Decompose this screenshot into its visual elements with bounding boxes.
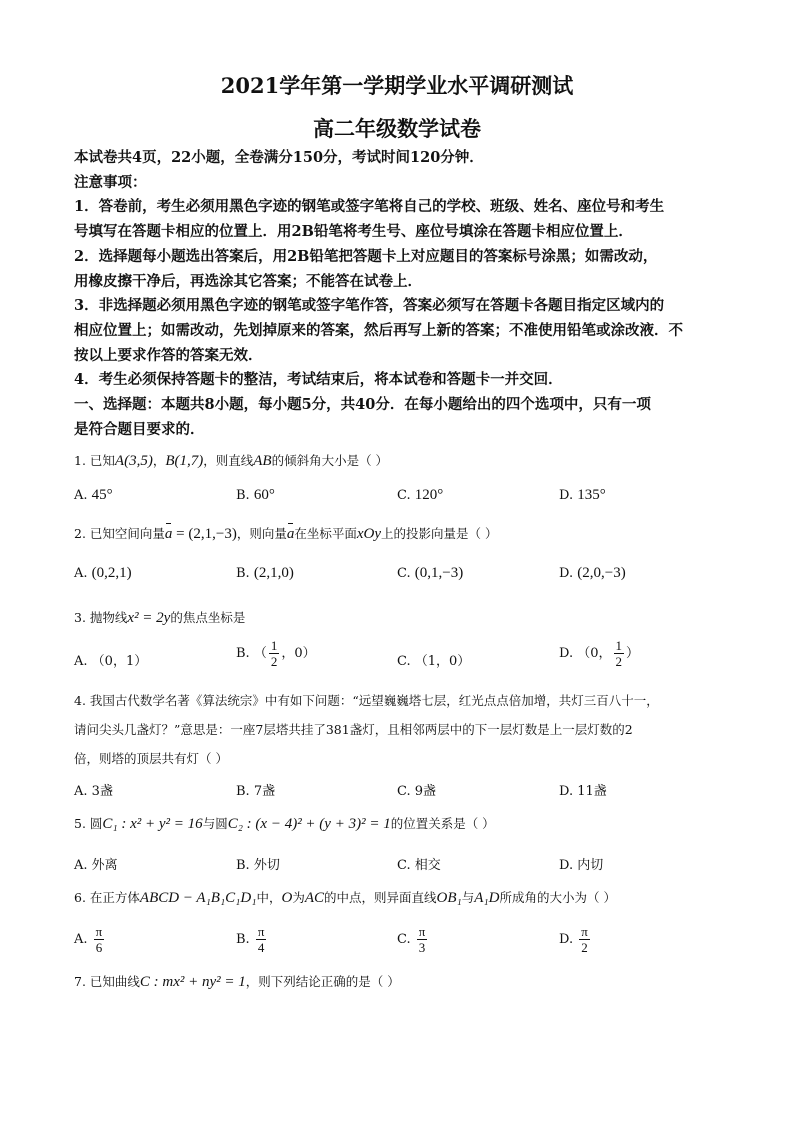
option-label: D. [559,784,574,799]
math-expression: = (2,1,−3) [172,526,237,542]
question-text: 上的投影向量是（ ） [381,526,498,541]
question-text: 4. 我国古代数学名著《算法统宗》中有如下问题：“远望巍巍塔七层，红光点点倍加增，共灯三百八十一， [74,693,659,708]
question-text: ，则向量 [236,526,287,541]
option-label: C. [397,566,411,581]
notice-line: 相应位置上；如需改动，先划掉原来的答案，然后再写上新的答案；不准使用铅笔或涂改液．不 [74,321,683,339]
question-text: 倍，则塔的顶层共有灯（ ） [74,751,228,766]
question-text: 中， [256,890,282,905]
option-b [236,780,275,799]
option-label: D. [559,858,574,873]
fraction [417,924,428,955]
math-expression: ABCD − A₁B₁C₁D₁ [139,890,257,906]
instructions-block [74,146,724,442]
option-c [397,650,470,669]
option-value: (0,1,−3) [414,565,464,581]
option-label: A. [74,654,88,669]
option-value: 11盏 [577,784,607,799]
math-expression: xOy [356,526,382,542]
option-value: (0,2,1) [91,565,132,581]
option-value: 120° [414,487,444,503]
math-expression: x² = 2y [127,610,171,626]
question-text: 的倾斜角大小是（ ） [271,453,389,468]
question-text: 5. 圆 [74,816,103,831]
option-label: A. [74,858,88,873]
notice-line: 用橡皮擦干净后，再选涂其它答案；不能答在试卷上． [74,272,422,290]
option-c [397,854,441,873]
option-value: （ [253,646,267,661]
math-expression: A₁D [474,890,500,906]
math-expression: O [281,890,293,906]
fraction-denominator: 2 [615,654,623,669]
option-label: C. [397,654,411,669]
question-3 [74,608,734,628]
fraction [269,638,280,669]
option-value: （0，1） [91,654,148,669]
fraction [256,924,267,955]
question-text: 6. 在正方体 [74,890,140,905]
math-expression: B(1,7) [165,453,204,469]
math-expression: C₂ : (x − 4)² + (y + 3)² = 1 [227,816,391,832]
option-c [397,487,443,504]
notice-line: 按以上要求作答的答案无效． [74,346,263,364]
question-text: 所成角的大小为（ ） [499,890,616,905]
option-b [236,924,268,955]
option-label: C. [397,784,411,799]
fraction-numerator: π [257,924,265,939]
fraction-denominator: 4 [257,940,265,955]
option-label: A. [74,566,88,581]
question-2 [74,524,734,544]
notice-line: 号填写在答题卡相应的位置上．用2B铅笔将考生号、座位号填涂在答题卡相应位置上． [74,223,633,241]
option-c [397,780,436,799]
question-text: 1. 已知 [74,453,115,468]
option-label: C. [397,488,411,503]
exam-summary: 本试卷共4页，22小题，全卷满分150分，考试时间120分钟． [74,149,484,166]
question-text: 2. 已知空间向量 [74,526,165,541]
option-label: C. [397,858,411,873]
question-text: 与圆 [202,816,228,831]
option-label: C. [397,932,411,947]
notice-line: 1．答卷前，考生必须用黑色字迹的钢笔或签字笔将自己的学校、班级、姓名、座位号和考生 [74,198,665,216]
question-text: ，则下列结论正确的是（ ） [245,974,400,989]
question-text: 在坐标平面 [294,526,357,541]
option-value: （0， [577,646,612,661]
option-d [559,565,626,582]
question-text: 请问尖头几盏灯？”意思是：一座7层塔共挂了381盏灯，且相邻两层中的下一层灯数是上一层灯数的2 [74,722,633,737]
option-a [74,924,106,955]
fraction-numerator: 1 [270,638,278,653]
fraction-numerator: π [581,924,588,939]
option-label: B. [236,646,250,661]
question-6 [74,888,734,908]
option-b [236,487,275,504]
math-expression: AC [304,890,324,906]
vector-symbol: a [164,526,173,542]
option-d [559,780,607,799]
option-value: 7盏 [253,784,276,799]
option-value: 9盏 [414,784,437,799]
math-expression: OB₁ [436,890,462,906]
option-label: D. [559,566,574,581]
question-1 [74,451,734,471]
question-text: ， [152,453,166,468]
fraction-denominator: 2 [581,940,588,955]
fraction-numerator: π [418,924,426,939]
math-expression: C : mx² + ny² = 1 [139,974,246,990]
option-d [559,638,639,669]
fraction-denominator: 3 [418,940,426,955]
section-heading: 是符合题目要求的． [74,420,205,438]
option-label: D. [559,646,574,661]
option-label: A. [74,932,88,947]
option-label: B. [236,858,250,873]
option-d [559,487,606,504]
option-a [74,780,113,799]
option-d [559,854,603,873]
question-text: 的位置关系是（ ） [390,816,495,831]
option-b [236,638,316,669]
option-value: (2,0,−3) [577,565,626,581]
question-text: 为 [292,890,305,905]
exam-subtitle: 高二年级数学试卷 [313,116,481,141]
notice-line: 3．非选择题必须用黑色字迹的钢笔或签字笔作答，答案必须写在答题卡各题目指定区域内的 [74,297,665,315]
fraction-denominator: 2 [270,654,278,669]
fraction-denominator: 6 [95,940,103,955]
question-7 [74,972,734,992]
option-value: (2,1,0) [253,565,294,581]
option-value: 3盏 [91,784,113,799]
question-text: 与 [461,890,475,905]
question-text: 的中点，则异面直线 [324,890,437,905]
fraction-numerator: π [95,924,103,939]
question-5 [74,814,734,834]
option-value: （1，0） [414,654,471,669]
question-text: 3. 抛物线 [74,610,128,625]
option-c [397,924,429,955]
option-label: A. [74,784,88,799]
option-value: ，0） [281,646,316,661]
option-c [397,565,463,582]
option-value: 外离 [91,858,118,873]
option-label: A. [74,488,88,503]
exam-title: 2021学年第一学期学业水平调研测试 [220,73,574,98]
notice-heading: 注意事项： [74,173,147,191]
option-label: B. [236,784,250,799]
option-value: 60° [253,487,275,503]
option-value: 相交 [414,858,441,873]
fraction [614,638,625,669]
fraction [579,924,590,955]
math-expression: A(3,5) [114,453,153,469]
question-text: 的焦点坐标是 [170,610,246,625]
fraction [94,924,105,955]
question-text: 7. 已知曲线 [74,974,140,989]
option-b [236,854,280,873]
section-heading: 一、选择题：本题共8小题，每小题5分，共40分．在每小题给出的四个选项中，只有一项 [74,396,651,414]
math-expression: C₁ : x² + y² = 16 [102,816,203,832]
notice-line: 2．选择题每小题选出答案后，用2B铅笔把答题卡上对应题目的答案标号涂黑；如需改动， [74,247,658,265]
option-value: 外切 [253,858,280,873]
fraction-numerator: 1 [615,638,623,653]
option-b [236,565,294,582]
option-label: D. [559,488,574,503]
option-label: B. [236,566,250,581]
option-a [74,487,113,504]
option-label: B. [236,488,250,503]
option-value: ） [626,646,640,661]
option-value: 内切 [577,858,604,873]
notice-line: 4．考生必须保持答题卡的整洁，考试结束后，将本试卷和答题卡一并交回． [74,371,563,389]
option-d [559,924,592,955]
option-a [74,565,132,582]
question-text: ，则直线 [203,453,254,468]
option-a [74,854,118,873]
option-value: 135° [577,487,606,503]
vector-symbol: a [286,526,295,542]
option-label: B. [236,932,250,947]
option-value: 45° [91,487,113,503]
option-a [74,650,147,669]
option-label: D. [559,932,574,947]
math-expression: AB [253,453,272,469]
question-4 [74,686,734,773]
